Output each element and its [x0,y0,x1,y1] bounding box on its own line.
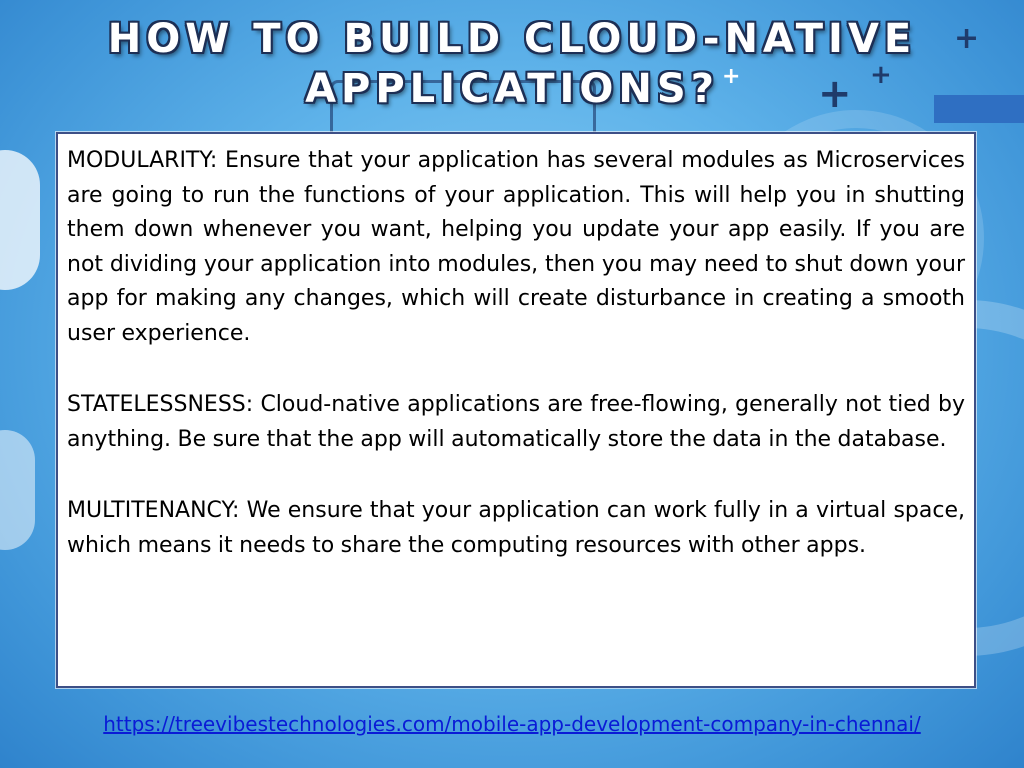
slide-title [0,14,1024,117]
website-link[interactable]: https://treevibestechnologies.com/mobile-app-development-company-in-chennai/ [103,712,921,736]
plus-icon: + [870,60,892,90]
paragraph-multitenancy: MULTITENANCY: We ensure that your application can work fully in a virtual space, which means it needs to share the computing resources with other apps. [67,498,965,558]
slide-title-line-1: HOW TO BUILD CLOUD-NATIVE [107,16,917,62]
cloud-icon [0,430,35,550]
plus-icon: + [818,71,852,117]
plus-icon: + [722,64,741,89]
slide-title-line-2: APPLICATIONS? [305,66,719,112]
paragraph-statelessness: STATELESSNESS: Cloud-native applications are free-flowing, generally not tied by anything. Be sure that the app will automatically store the data in the database. [67,392,965,452]
paragraph-modularity: MODULARITY: Ensure that your application has several modules as Microservices are going to run the functions of your application. This will help you in shutting them down whenever you want, helping you update your app easily. If you are not dividing your application into modules, then you may need to shut down your app for making any changes, which will create disturbance in creating a smooth user experience. [67,148,965,346]
plus-icon: + [954,21,980,56]
content-box [56,132,976,688]
cloud-icon [0,150,40,290]
